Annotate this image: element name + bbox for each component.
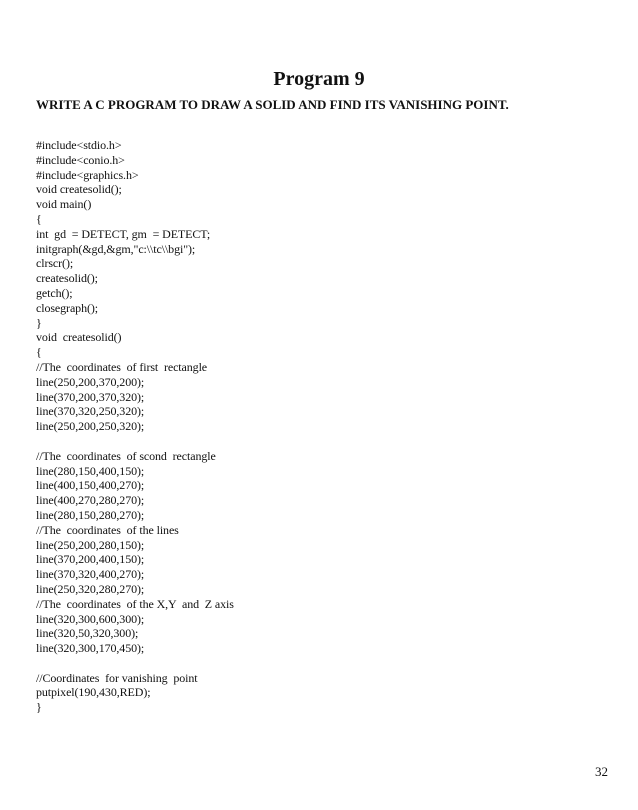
code-line: closegraph(); bbox=[36, 300, 99, 315]
code-line: //The coordinates of the lines bbox=[36, 522, 179, 537]
code-line: line(250,200,370,200); bbox=[36, 374, 145, 389]
code-line: line(370,320,250,320); bbox=[36, 404, 145, 419]
code-line: line(250,320,280,270); bbox=[36, 581, 145, 596]
code-line: createsolid(); bbox=[36, 271, 98, 286]
code-line: } bbox=[36, 700, 42, 715]
code-line: void main() bbox=[36, 197, 92, 212]
code-line: //Coordinates for vanishing point bbox=[36, 670, 198, 685]
program-heading: WRITE A C PROGRAM TO DRAW A SOLID AND FIND ITS VANISHING POINT. bbox=[36, 97, 509, 112]
code-line: } bbox=[36, 315, 42, 330]
code-line: int gd = DETECT, gm = DETECT; bbox=[36, 226, 211, 241]
code-line: #include<conio.h> bbox=[36, 152, 125, 167]
code-line: #include<stdio.h> bbox=[36, 138, 122, 152]
code-line: line(250,200,280,150); bbox=[36, 537, 145, 552]
code-line: //The coordinates of scond rectangle bbox=[36, 448, 216, 463]
code-line: line(370,200,400,150); bbox=[36, 552, 145, 567]
code-line: { bbox=[36, 211, 42, 226]
code-line: initgraph(&gd,&gm,"c:\\tc\\bgi"); bbox=[36, 241, 196, 256]
code-line bbox=[36, 656, 234, 671]
code-line: line(370,320,400,270); bbox=[36, 567, 145, 582]
code-line: line(370,200,370,320); bbox=[36, 389, 145, 404]
code-line: void createsolid(); bbox=[36, 182, 122, 197]
code-line: clrscr(); bbox=[36, 256, 74, 271]
code-line: line(280,150,400,150); bbox=[36, 463, 145, 478]
page-title: Program 9 bbox=[273, 68, 365, 90]
code-line: //The coordinates of the X,Y and Z axis bbox=[36, 596, 234, 611]
code-line: line(280,150,280,270); bbox=[36, 507, 145, 522]
code-line bbox=[36, 434, 234, 449]
code-line: void createsolid() bbox=[36, 330, 122, 345]
code-line: getch(); bbox=[36, 285, 73, 300]
code-line: putpixel(190,430,RED); bbox=[36, 685, 151, 700]
page-number: 32 bbox=[595, 764, 608, 779]
code-line: line(320,300,600,300); bbox=[36, 611, 145, 626]
code-line: #include<graphics.h> bbox=[36, 167, 139, 182]
code-line: line(400,270,280,270); bbox=[36, 493, 145, 508]
code-line: //The coordinates of first rectangle bbox=[36, 359, 208, 374]
code-line: line(320,300,170,450); bbox=[36, 641, 145, 656]
code-line: line(320,50,320,300); bbox=[36, 626, 139, 641]
code-block bbox=[36, 138, 234, 715]
code-line: line(250,200,250,320); bbox=[36, 419, 145, 434]
code-line: line(400,150,400,270); bbox=[36, 478, 145, 493]
code-line: { bbox=[36, 345, 42, 360]
